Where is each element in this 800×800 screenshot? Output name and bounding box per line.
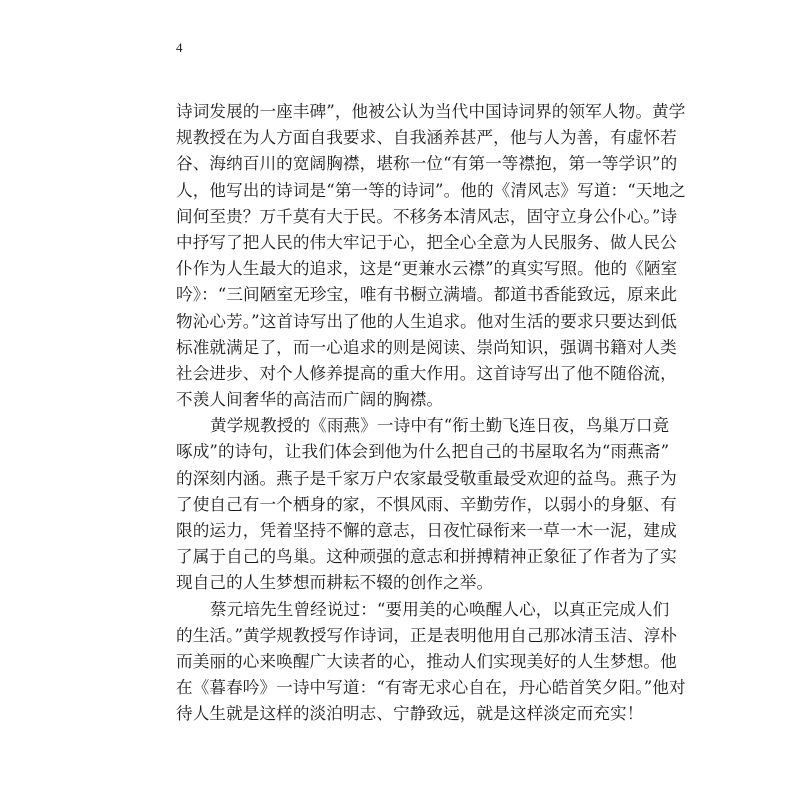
text-line: 诗词发展的一座丰碑”，他被公认为当代中国诗词界的领军人物。黄学 xyxy=(176,102,686,121)
text-line: 吟》：“三间陋室无珍宝，唯有书橱立满墙。都道书香能致远，原来此 xyxy=(176,285,678,305)
text-line: 中抒写了把人民的伟大牢记于心，把全心全意为人民服务、做人民公 xyxy=(176,232,677,252)
text-line: 啄成”的诗句，让我们体会到他为什么把自己的书屋取名为“雨燕斋” xyxy=(176,442,670,462)
text-line: 仆作为人生最大的追求，这是“更兼水云襟”的真实写照。他的《陋室 xyxy=(176,259,678,279)
text-line: 规教授在为人方面自我要求、自我涵养甚严，他与人为善，有虚怀若 xyxy=(176,128,677,148)
text-line: 蔡元培先生曾经说过：“要用美的心唤醒人心，以真正完成人们 xyxy=(210,599,670,619)
text-line: 了使自己有一个栖身的家，不惧风雨、辛勤劳作，以弱小的身躯、有 xyxy=(176,494,677,514)
text-line: 不羡人间奢华的高洁而广阔的胸襟。 xyxy=(176,390,444,410)
text-line: 物沁心芳。”这首诗写出了他的人生追求。他对生活的要求只要达到低 xyxy=(176,311,678,331)
text-line: 而美丽的心来唤醒广大读者的心，推动人们实现美好的人生梦想。他 xyxy=(176,651,677,671)
page-number: 4 xyxy=(176,40,183,55)
body-text xyxy=(176,99,686,728)
text-line: 了属于自己的鸟巢。这种顽强的意志和拼搏精神正象征了作者为了实 xyxy=(176,547,677,567)
paragraph-1 xyxy=(176,99,686,413)
text-line: 人，他写出的诗词是“第一等的诗词”。他的《清风志》写道：“天地之 xyxy=(176,180,686,200)
text-line: 在《暮春吟》一诗中写道：“有寄无求心自在，丹心皓首笑夕阳。”他对 xyxy=(176,678,686,698)
text-line: 标准就满足了，而一心追求的则是阅读、崇尚知识，强调书籍对人类 xyxy=(176,337,677,357)
text-line: 限的运力，凭着坚持不懈的意志，日夜忙碌衔来一草一木一泥，建成 xyxy=(176,521,677,540)
text-line: 现自己的人生梦想而耕耘不辍的创作之举。 xyxy=(176,573,494,593)
text-line: 的生活。”黄学规教授写作诗词，正是表明他用自己那冰清玉洁、淳朴 xyxy=(176,625,678,645)
paragraph-3 xyxy=(176,597,686,728)
text-line: 谷、海纳百川的宽阔胸襟，堪称一位“有第一等襟抱，第一等学识”的 xyxy=(176,154,678,174)
text-line: 黄学规教授的《雨燕》一诗中有“衔土勤飞连日夜，鸟巢万口竟 xyxy=(210,416,670,436)
text-line: 社会进步、对个人修养提高的重大作用。这首诗写出了他不随俗流， xyxy=(176,363,677,383)
text-line: 间何至贵？万千莫有大于民。不移务本清风志，固守立身公仆心。”诗 xyxy=(176,206,678,226)
text-line: 待人生就是这样的淡泊明志、宁静致远，就是这样淡定而充实！ xyxy=(176,704,644,724)
text-line: 的深刻内涵。燕子是千家万户农家最受敬重最受欢迎的益鸟。燕子为 xyxy=(176,468,677,488)
paragraph-2 xyxy=(176,413,677,596)
